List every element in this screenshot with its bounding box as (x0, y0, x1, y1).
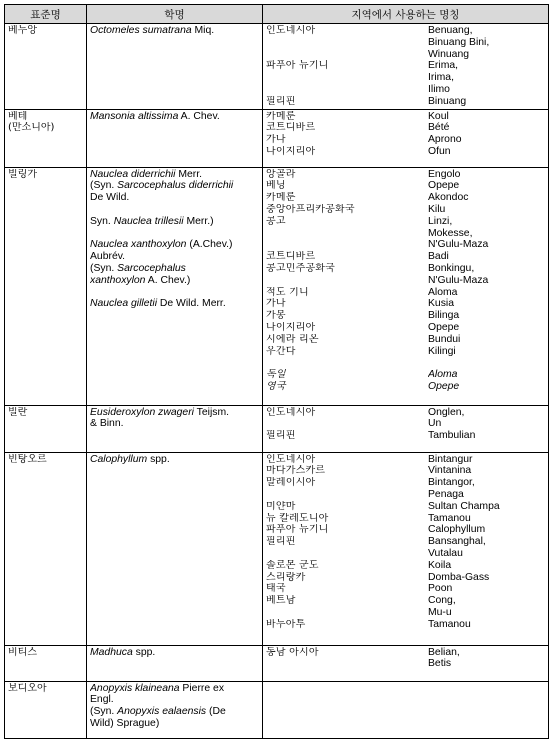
scientific-name-italic: Sarcocephalus diderrichii (117, 180, 234, 192)
region-local-name: Sultan Champa (428, 500, 500, 512)
region-country: 독일 (266, 369, 286, 381)
scientific-name-text: A. Chev. (178, 110, 220, 122)
region-country (266, 49, 428, 61)
local-names-cell (263, 24, 549, 110)
region-country (266, 418, 428, 430)
region-name-pair (266, 287, 545, 299)
region-country (266, 239, 428, 251)
region-name-pair (266, 334, 545, 346)
region-name-pair (266, 357, 545, 369)
region-local-name: Belian, (428, 646, 460, 658)
scientific-name-text: De Wild. (90, 192, 130, 204)
scientific-name-text: Merr.) (183, 215, 214, 227)
region-local-name: Bonkingu, (428, 262, 475, 274)
scientific-name-text: (De (206, 706, 226, 718)
region-local-name: Opepe (428, 380, 460, 392)
scientific-name-text: (Syn. (90, 262, 118, 274)
region-local-name: Bilinga (428, 310, 460, 322)
scientific-name-text: (A.Chev.) (186, 239, 233, 251)
region-country: 말레이시아 (266, 477, 316, 489)
region-local-name: Mokesse, (428, 227, 473, 239)
local-names-cell (263, 109, 549, 167)
standard-name: 베누앙 (8, 25, 37, 36)
region-local-name: Tamanou (428, 512, 471, 524)
scientific-name-line (90, 287, 259, 299)
scientific-name-italic: Nauclea gilletii (90, 298, 157, 310)
local-names-cell (263, 452, 549, 645)
region-name-pair (266, 548, 545, 560)
region-name-pair (266, 369, 545, 381)
region-country: 카메룬 (266, 110, 296, 122)
region-local-name: Bundui (428, 333, 461, 345)
region-name-pair (266, 169, 545, 181)
region-country: 가봉 (266, 310, 286, 322)
scientific-name-text: spp. (147, 453, 170, 465)
scientific-name-italic: Anopyxis ealaensis (117, 706, 207, 718)
region-local-name: Binuang (428, 95, 467, 107)
region-country: 콩고 (266, 215, 286, 227)
scientific-name-line (90, 111, 259, 123)
region-name-pair (266, 84, 545, 96)
region-country: 적도 기니 (266, 286, 309, 298)
scientific-name-italic: Madhuca (90, 646, 133, 658)
scientific-name-cell (87, 109, 263, 167)
region-country: 나이지리아 (266, 145, 316, 157)
region-country: 필리핀 (266, 95, 296, 107)
scientific-name-line (90, 647, 259, 659)
region-local-name: Opepe (428, 321, 460, 333)
region-country: 인도네시아 (266, 25, 316, 36)
region-local-name: N'Gulu-Maza (428, 274, 489, 286)
scientific-name-italic: Octomeles sumatrana (90, 25, 192, 36)
standard-name: 빈탕오르 (8, 453, 47, 465)
region-name-pair (266, 134, 545, 146)
region-name-pair (266, 72, 545, 84)
region-local-name: Penaga (428, 488, 464, 500)
scientific-name-line (90, 204, 259, 216)
scientific-name-text: A. Chev.) (145, 274, 191, 286)
scientific-name-text: Engl. (90, 694, 114, 706)
table-row (5, 109, 549, 167)
region-local-name: Bintangor, (428, 477, 475, 489)
scientific-name-line (90, 454, 259, 466)
region-country: 가나 (266, 298, 286, 310)
region-country: 중앙아프리카공화국 (266, 203, 355, 215)
region-local-name: Betis (428, 658, 452, 670)
scientific-name-cell (87, 167, 263, 405)
region-local-name: Aloma (428, 286, 458, 298)
region-local-name: Bintangur (428, 453, 473, 465)
region-name-pair (266, 501, 545, 513)
scientific-name-line (90, 263, 259, 275)
scientific-name-line (90, 228, 259, 240)
table-row (5, 681, 549, 738)
region-local-name: Koul (428, 110, 449, 122)
scientific-name-cell (87, 645, 263, 681)
region-name-pair (266, 430, 545, 442)
region-name-pair (266, 60, 545, 72)
region-country: 우간다 (266, 345, 296, 357)
scientific-name-italic: xanthoxylon (90, 274, 146, 286)
region-local-name: Vintanina (428, 465, 472, 477)
region-name-pair (266, 146, 545, 158)
region-local-name: Domba-Gass (428, 571, 490, 583)
region-local-name: Irima, (428, 72, 454, 84)
region-local-name: Badi (428, 251, 449, 263)
region-country: 동남 아시아 (266, 646, 319, 658)
scientific-name-line (90, 275, 259, 287)
scientific-name-line (90, 694, 259, 706)
region-country: 필리핀 (266, 430, 296, 442)
region-name-pair (266, 298, 545, 310)
standard-name: 베테 (8, 110, 28, 122)
header-standard-name: 표준명 (5, 5, 87, 24)
region-local-name: Erima, (428, 60, 459, 72)
scientific-name-text: De Wild. Merr. (157, 298, 226, 310)
scientific-name-text: Teijsm. (193, 406, 229, 418)
region-name-pair (266, 239, 545, 251)
scientific-name-line (90, 298, 259, 310)
region-name-pair (266, 111, 545, 123)
scientific-name-cell (87, 681, 263, 738)
region-country: 베닝 (266, 180, 286, 192)
region-country (266, 72, 428, 84)
scientific-name-line (90, 169, 259, 181)
region-name-pair (266, 263, 545, 275)
region-name-pair (266, 180, 545, 192)
region-local-name: Cong, (428, 595, 456, 607)
region-name-pair (266, 418, 545, 430)
scientific-name-line (90, 718, 259, 730)
region-country: 코트디바르 (266, 122, 316, 134)
region-country: 미얀마 (266, 500, 296, 512)
local-names-cell (263, 167, 549, 405)
region-country: 영국 (266, 380, 286, 392)
local-names-cell (263, 645, 549, 681)
table-row (5, 24, 549, 110)
header-scientific-name: 학명 (87, 5, 263, 24)
scientific-name-line (90, 180, 259, 192)
region-name-pair (266, 658, 545, 670)
region-name-pair (266, 322, 545, 334)
scientific-name-text: spp. (132, 646, 156, 658)
scientific-name-cell (87, 452, 263, 645)
region-local-name: Tamanou (428, 618, 471, 630)
region-country: 태국 (266, 583, 286, 595)
table-row (5, 452, 549, 645)
scientific-name-italic: Nauclea diderrichii (90, 168, 176, 180)
scientific-name-text: Pierre ex (179, 682, 225, 694)
table-row (5, 405, 549, 452)
standard-name: 빌란 (8, 406, 28, 418)
scientific-name-text: (Syn. (90, 180, 118, 192)
region-name-pair (266, 619, 545, 631)
standard-name: 빌링가 (8, 168, 37, 180)
region-name-pair (266, 489, 545, 501)
region-country: 카메룬 (266, 192, 296, 204)
region-local-name: Aprono (428, 134, 462, 146)
scientific-name-italic: Mansonia altissima (90, 110, 179, 122)
region-local-name: Bansanghal, (428, 536, 486, 548)
region-local-name: Onglen, (428, 406, 465, 418)
region-country (266, 489, 428, 501)
region-name-pair (266, 381, 545, 393)
header-local-names: 지역에서 사용하는 명칭 (263, 5, 549, 24)
table-row (5, 167, 549, 405)
region-country: 앙골라 (266, 168, 296, 180)
region-name-pair (266, 275, 545, 287)
region-country (266, 607, 428, 619)
region-local-name: Binuang Bini, (428, 36, 490, 48)
region-local-name: Tambulian (428, 430, 476, 442)
region-name-pair (266, 607, 545, 619)
region-country (266, 275, 428, 287)
scientific-name-line (90, 216, 259, 228)
region-country: 가나 (266, 134, 286, 146)
region-country: 인도네시아 (266, 406, 316, 418)
region-country: 마다가스카르 (266, 465, 326, 477)
region-name-pair (266, 49, 545, 61)
standard-name-cell (5, 109, 87, 167)
scientific-name-text: Merr. (175, 168, 203, 180)
scientific-name-text: Miq. (191, 25, 215, 36)
region-country: 뉴 칼레도니아 (266, 512, 329, 524)
region-name-pair (266, 454, 545, 466)
scientific-name-line (90, 251, 259, 263)
region-local-name: Mu-u (428, 606, 452, 618)
region-name-pair (266, 37, 545, 49)
region-country (266, 84, 428, 96)
standard-name-cell (5, 681, 87, 738)
region-local-name: Benuang, (428, 25, 473, 36)
species-table (4, 4, 549, 739)
region-name-pair (266, 407, 545, 419)
region-local-name: Koila (428, 559, 452, 571)
region-country: 나이지리아 (266, 321, 316, 333)
region-local-name: Kilingi (428, 345, 456, 357)
scientific-name-text: Syn. (90, 215, 114, 227)
region-name-pair (266, 560, 545, 572)
region-country (266, 37, 428, 49)
region-local-name: Ofun (428, 145, 451, 157)
region-country: 인도네시아 (266, 453, 316, 465)
scientific-name-line (90, 418, 259, 430)
standard-name-cell (5, 645, 87, 681)
table-row (5, 645, 549, 681)
region-name-pair (266, 583, 545, 595)
region-local-name: Kusia (428, 298, 454, 310)
region-name-pair (266, 595, 545, 607)
region-local-name: N'Gulu-Maza (428, 239, 489, 251)
standard-name-cell (5, 452, 87, 645)
region-local-name: Linzi, (428, 215, 453, 227)
region-local-name: Poon (428, 583, 453, 595)
region-name-pair (266, 647, 545, 659)
scientific-name-line (90, 407, 259, 419)
region-name-pair (266, 477, 545, 489)
scientific-name-text: & Binn. (90, 418, 124, 430)
region-name-pair (266, 524, 545, 536)
standard-name-cell (5, 167, 87, 405)
region-name-pair (266, 251, 545, 263)
scientific-name-italic: Nauclea xanthoxylon (90, 239, 187, 251)
region-name-pair (266, 513, 545, 525)
region-local-name: Calophyllum (428, 524, 486, 536)
region-local-name: Engolo (428, 168, 461, 180)
scientific-name-line (90, 683, 259, 695)
region-local-name: Ilimo (428, 83, 450, 95)
region-country: 코트디바르 (266, 251, 316, 263)
region-name-pair (266, 96, 545, 108)
region-name-pair (266, 465, 545, 477)
scientific-name-text: (Syn. (90, 706, 118, 718)
region-name-pair (266, 346, 545, 358)
region-country: 솔로몬 군도 (266, 559, 319, 571)
standard-name-cell (5, 24, 87, 110)
scientific-name-cell (87, 24, 263, 110)
region-country: 파푸아 뉴기니 (266, 524, 329, 536)
region-name-pair (266, 204, 545, 216)
region-local-name: Akondoc (428, 192, 469, 204)
standard-name: 비티스 (8, 646, 37, 658)
region-local-name: Opepe (428, 180, 460, 192)
region-country: 베트남 (266, 595, 296, 607)
scientific-name-text: Wild) Sprague) (90, 717, 160, 729)
scientific-name-italic: Eusideroxylon zwageri (90, 406, 194, 418)
standard-name: (만소니아) (8, 122, 55, 134)
region-name-pair (266, 228, 545, 240)
region-name-pair (266, 122, 545, 134)
region-local-name: Vutalau (428, 547, 463, 559)
standard-name: 보디오아 (8, 682, 47, 694)
scientific-name-line (90, 25, 259, 37)
scientific-name-italic: Calophyllum (90, 453, 148, 465)
scientific-name-line (90, 239, 259, 251)
region-country: 필리핀 (266, 536, 296, 548)
region-country: 콩고민주공화국 (266, 262, 336, 274)
region-name-pair (266, 25, 545, 37)
region-country (266, 548, 428, 560)
region-country (266, 228, 428, 240)
local-names-cell (263, 405, 549, 452)
local-names-cell (263, 681, 549, 738)
scientific-name-italic: Nauclea trillesii (113, 215, 184, 227)
region-name-pair (266, 536, 545, 548)
standard-name-cell (5, 405, 87, 452)
region-country: 바누아투 (266, 618, 306, 630)
region-name-pair (266, 310, 545, 322)
scientific-name-cell (87, 405, 263, 452)
region-country: 스리랑카 (266, 571, 306, 583)
region-name-pair (266, 192, 545, 204)
scientific-name-text: Aubrév. (90, 251, 126, 263)
header-row (5, 5, 549, 24)
region-country: 시에라 리온 (266, 333, 319, 345)
scientific-name-italic: Sarcocephalus (117, 262, 186, 274)
scientific-name-line (90, 192, 259, 204)
region-local-name: Bété (428, 122, 450, 134)
region-local-name: Kilu (428, 203, 446, 215)
region-local-name: Aloma (428, 369, 458, 381)
region-name-pair (266, 572, 545, 584)
scientific-name-italic: Anopyxis klaineana (90, 682, 180, 694)
region-country (266, 658, 428, 670)
region-country: 파푸아 뉴기니 (266, 60, 329, 72)
scientific-name-line (90, 706, 259, 718)
region-local-name: Un (428, 418, 442, 430)
region-local-name: Winuang (428, 48, 470, 60)
region-name-pair (266, 216, 545, 228)
